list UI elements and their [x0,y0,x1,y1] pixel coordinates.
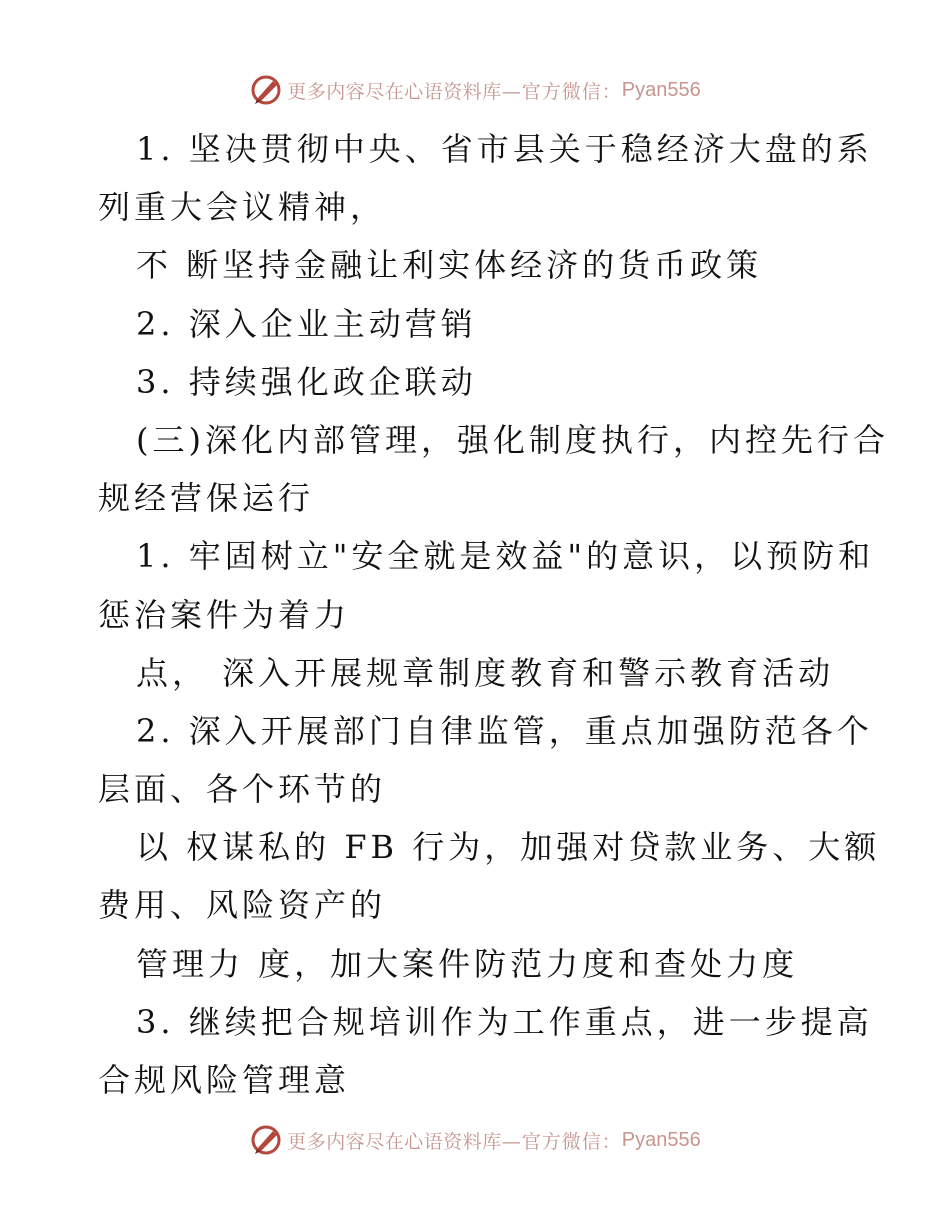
text-line: 规经营保运行 [98,479,315,518]
pen-logo-icon [249,73,283,107]
document-body [98,120,889,1109]
text-line: 点， 深入开展规章制度教育和警示教育活动 [136,653,835,692]
text-line: 2. 深入企业主动营销 [136,304,477,343]
footer-site-name: 更多内容尽在心语资料库 [287,1130,502,1153]
header-watermark [0,70,950,110]
text-line: 管理力 度，加大案件防范力度和查处力度 [136,944,799,983]
text-line: 列重大会议精神， [98,188,387,227]
pen-logo-icon [249,1123,283,1157]
text-line: 3. 持续强化政企联动 [136,362,477,401]
section-heading: (三)深化内部管理，强化制度执行，内控先行合 [136,420,889,459]
footer-watermark [0,1120,950,1160]
text-line: 1. 牢固树立"安全就是效益"的意识，以预防和 [136,537,875,576]
header-wechat-label: —官方微信： [501,80,622,103]
footer-wechat-id: Pyan556 [621,1128,701,1151]
text-line: 层面、各个环节的 [98,770,387,809]
header-site-name: 更多内容尽在心语资料库 [287,80,502,103]
text-line: 合规风险管理意 [98,1061,351,1099]
text-line: 3. 继续把合规培训作为工作重点，进一步提高 [136,1002,873,1041]
text-line: 2. 深入开展部门自律监管，重点加强防范各个 [136,711,873,750]
footer-wechat-label: —官方微信： [501,1130,622,1153]
text-line: 以 权谋私的 FB 行为，加强对贷款业务、大额 [136,828,881,867]
text-line: 惩治案件为着力 [98,595,351,634]
text-line: 不 断坚持金融让利实体经济的货币政策 [136,246,763,285]
header-wechat-id: Pyan556 [621,78,701,101]
text-line: 费用、风险资产的 [98,886,387,925]
text-line: 1. 坚决贯彻中央、省市县关于稳经济大盘的系 [136,130,873,168]
